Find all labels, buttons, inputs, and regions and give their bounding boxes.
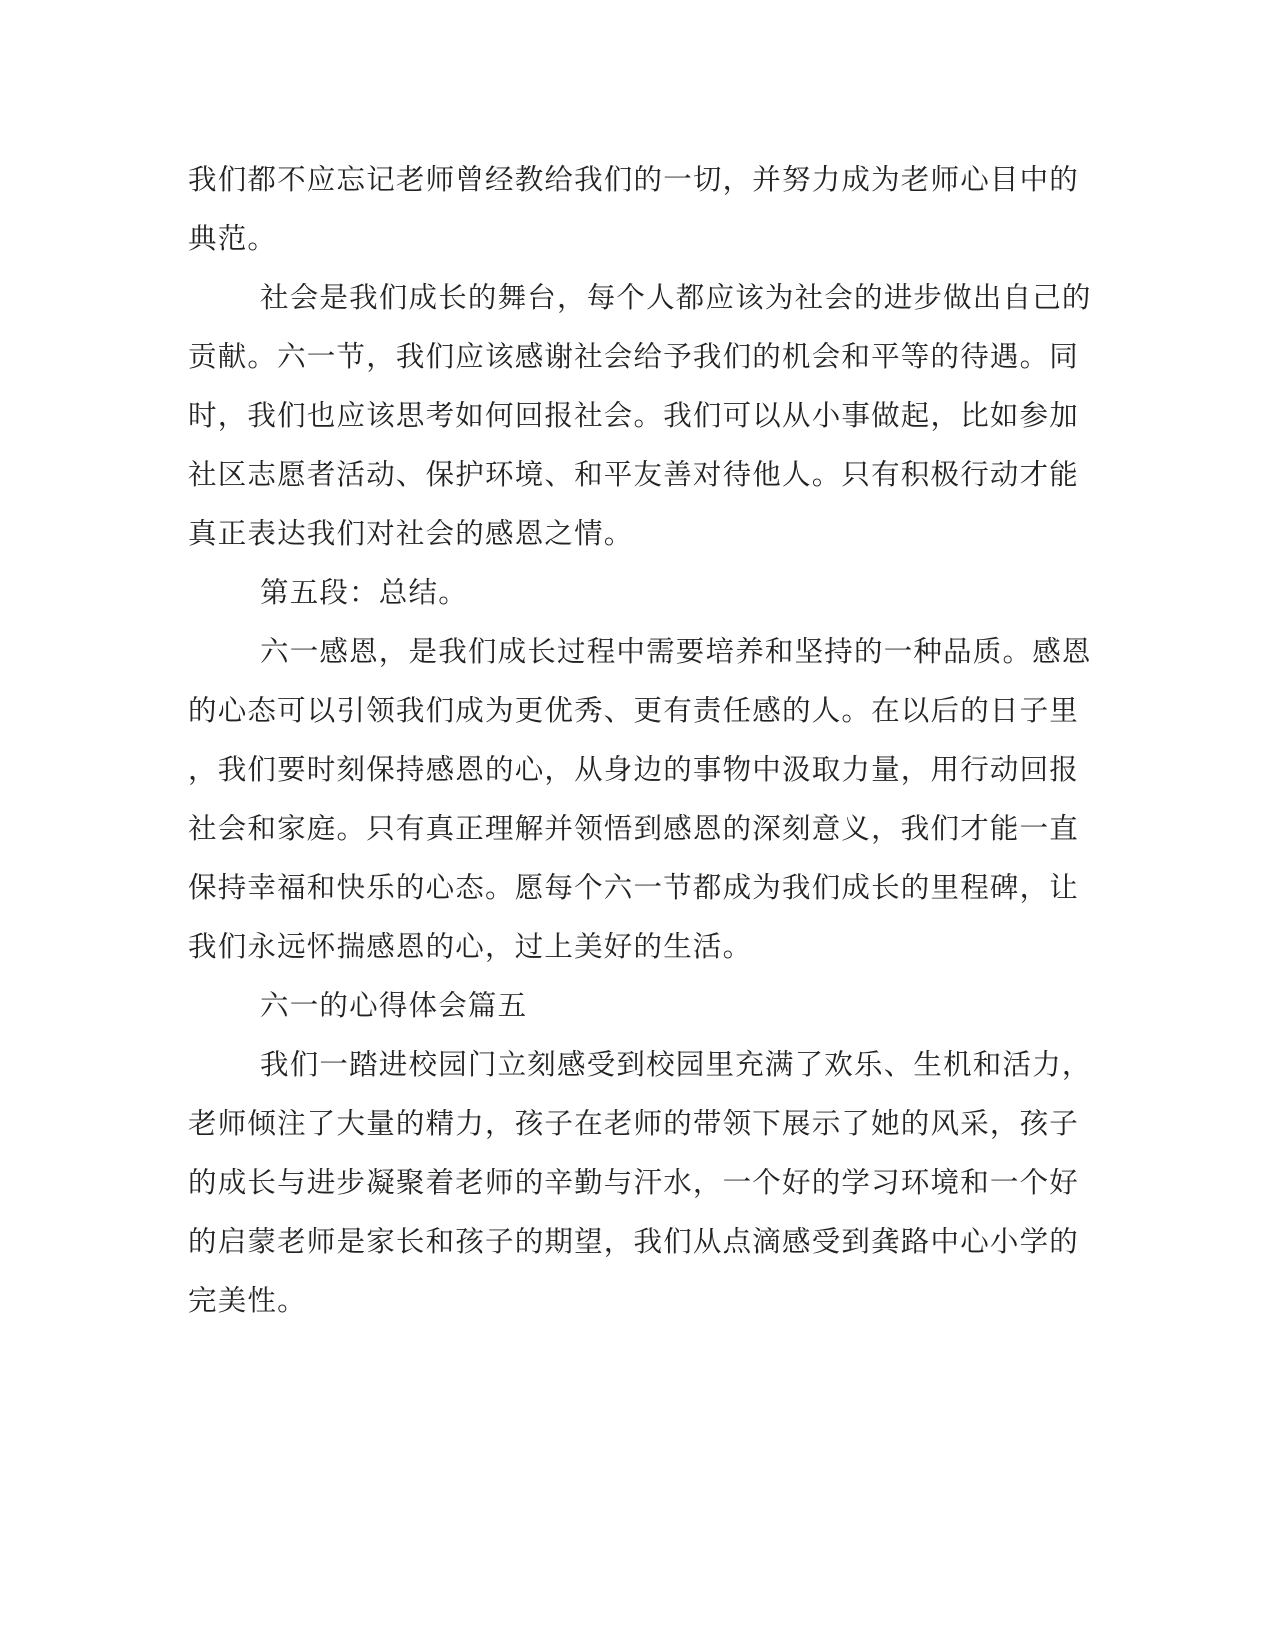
text-line: 真正表达我们对社会的感恩之情。	[188, 517, 634, 550]
text-line: 的成长与进步凝聚着老师的辛勤与汗水，一个好的学习环境和一个好	[188, 1166, 1080, 1199]
text-line: 保持幸福和快乐的心态。愿每个六一节都成为我们成长的里程碑，让	[188, 871, 1080, 904]
text-line: 社会是我们成长的舞台，每个人都应该为社会的进步做出自己的	[260, 281, 1092, 314]
text-line: 我们一踏进校园门立刻感受到校园里充满了欢乐、生机和活力，	[260, 1048, 1092, 1081]
text-line: 典范。	[188, 222, 278, 255]
text-line: 时，我们也应该思考如何回报社会。我们可以从小事做起，比如参加	[188, 399, 1080, 432]
text-line: 的启蒙老师是家长和孩子的期望，我们从点滴感受到龚路中心小学的	[188, 1225, 1080, 1258]
text-line: 的心态可以引领我们成为更优秀、更有责任感的人。在以后的日子里	[188, 694, 1080, 727]
text-line: 老师倾注了大量的精力，孩子在老师的带领下展示了她的风采，孩子	[188, 1107, 1080, 1140]
text-line: 社会和家庭。只有真正理解并领悟到感恩的深刻意义，我们才能一直	[188, 812, 1080, 845]
text-line: 完美性。	[188, 1284, 307, 1317]
text-line: 六一感恩，是我们成长过程中需要培养和坚持的一种品质。感恩	[260, 635, 1092, 668]
text-line: 我们永远怀揣感恩的心，过上美好的生活。	[188, 930, 753, 963]
text-line: ，我们要时刻保持感恩的心，从身边的事物中汲取力量，用行动回报	[188, 753, 1080, 786]
text-line: 贡献。六一节，我们应该感谢社会给予我们的机会和平等的待遇。同	[188, 340, 1080, 373]
article-title: 六一的心得体会篇五	[260, 989, 528, 1022]
section-heading: 第五段：总结。	[260, 576, 468, 609]
text-line: 我们都不应忘记老师曾经教给我们的一切，并努力成为老师心目中的	[188, 163, 1080, 196]
text-line: 社区志愿者活动、保护环境、和平友善对待他人。只有积极行动才能	[188, 458, 1080, 491]
